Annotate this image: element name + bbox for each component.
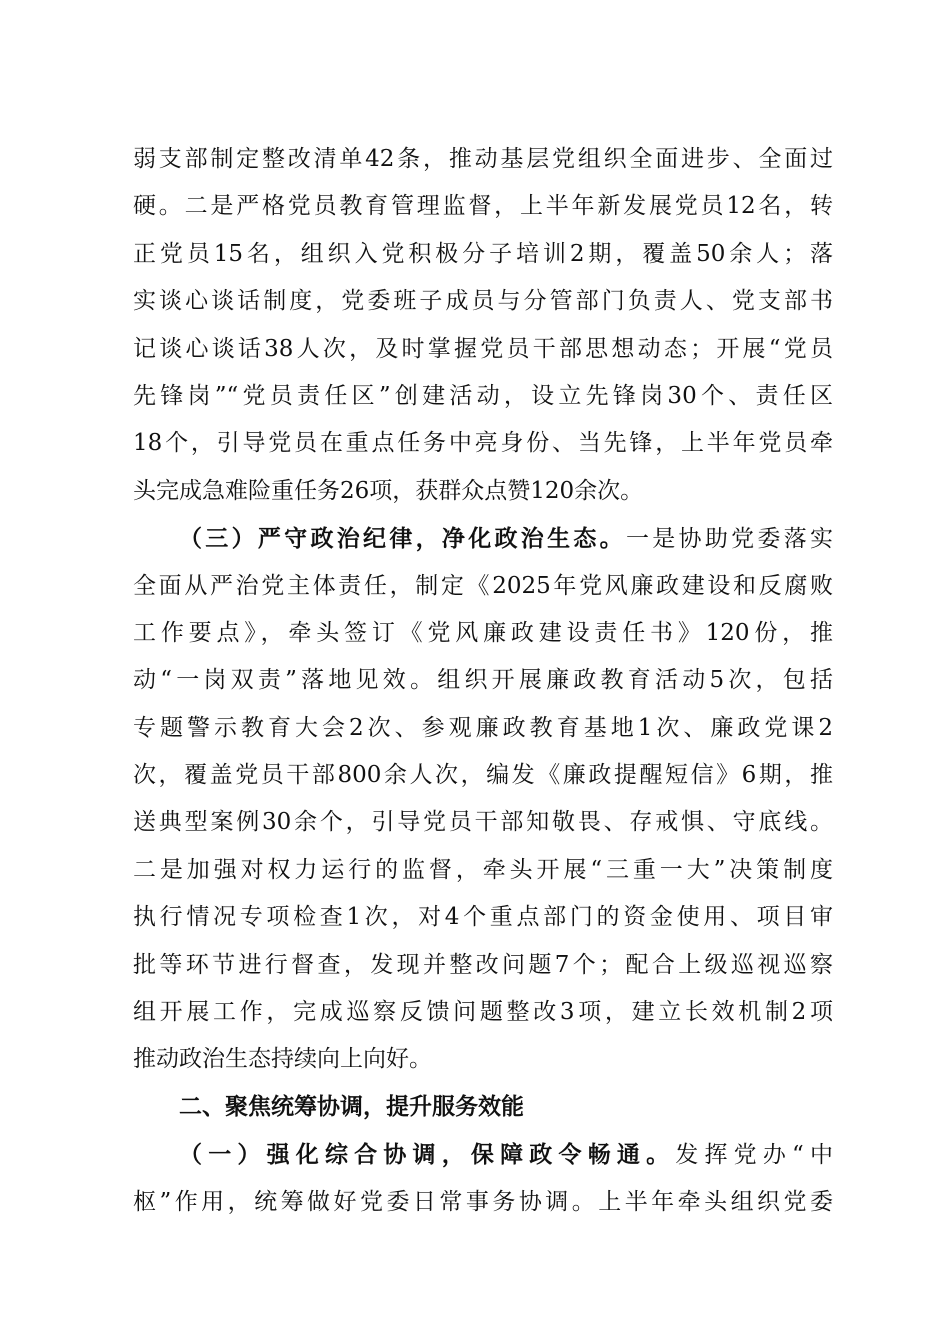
body-line: 组开展工作，完成巡察反馈问题整改3项，建立长效机制2项: [133, 999, 833, 1026]
body-line: 正党员15名，组织入党积极分子培训2期，覆盖50余人；落: [133, 240, 833, 267]
part-2-heading: 二、聚焦统筹协调，提升服务效能: [179, 1093, 524, 1120]
body-line: 全面从严治党主体责任，制定《2025年党风廉政建设和反腐败: [133, 572, 833, 599]
body-line: 送典型案例30余个，引导党员干部知敬畏、存戒惧、守底线。: [133, 809, 833, 836]
body-line: 枢”作用，统筹做好党委日常事务协调。上半年牵头组织党委: [133, 1188, 833, 1215]
body-line: 硬。二是严格党员教育管理监督，上半年新发展党员12名，转: [133, 193, 833, 220]
body-line: 执行情况专项检查1次，对4个重点部门的资金使用、项目审: [133, 904, 833, 931]
body-line: 专题警示教育大会2次、参观廉政教育基地1次、廉政党课2: [133, 714, 833, 741]
document-body: [133, 136, 833, 1226]
body-line: 工作要点》，牵头签订《党风廉政建设责任书》120份，推: [133, 619, 833, 646]
section-1-heading: （一）强化综合协调，保障政令畅通。: [179, 1141, 676, 1169]
body-line: 二是加强对权力运行的监督，牵头开展“三重一大”决策制度: [133, 856, 833, 883]
body-line: 弱支部制定整改清单42条，推动基层党组织全面进步、全面过: [133, 146, 833, 172]
section-3-heading: （三）严守政治纪律，净化政治生态。: [179, 525, 626, 553]
body-line: 18个，引导党员在重点任务中亮身份、当先锋，上半年党员牵: [133, 430, 833, 457]
body-line: 记谈心谈话38人次，及时掌握党员干部思想动态；开展“党员: [133, 335, 833, 362]
section-1-first-line-text: 发挥党办“中: [675, 1142, 834, 1169]
section-1-first-line: [133, 1131, 833, 1178]
body-line: 头完成急难险重任务26项，获群众点赞120余次。: [133, 477, 644, 504]
body-line: 实谈心谈话制度，党委班子成员与分管部门负责人、党支部书: [133, 288, 833, 315]
section-3-first-line: [133, 515, 833, 562]
body-line: 推动政治生态持续向上向好。: [133, 1046, 432, 1073]
body-line: 先锋岗”“党员责任区”创建活动，设立先锋岗30个、责任区: [133, 382, 833, 409]
section-3-first-line-text: 一是协助党委落实: [625, 526, 834, 553]
body-line: 次，覆盖党员干部800余人次，编发《廉政提醒短信》6期，推: [133, 762, 833, 789]
body-line: 批等环节进行督查，发现并整改问题7个；配合上级巡视巡察: [133, 951, 833, 978]
body-line: 动“一岗双责”落地见效。组织开展廉政教育活动5次，包括: [133, 667, 833, 694]
